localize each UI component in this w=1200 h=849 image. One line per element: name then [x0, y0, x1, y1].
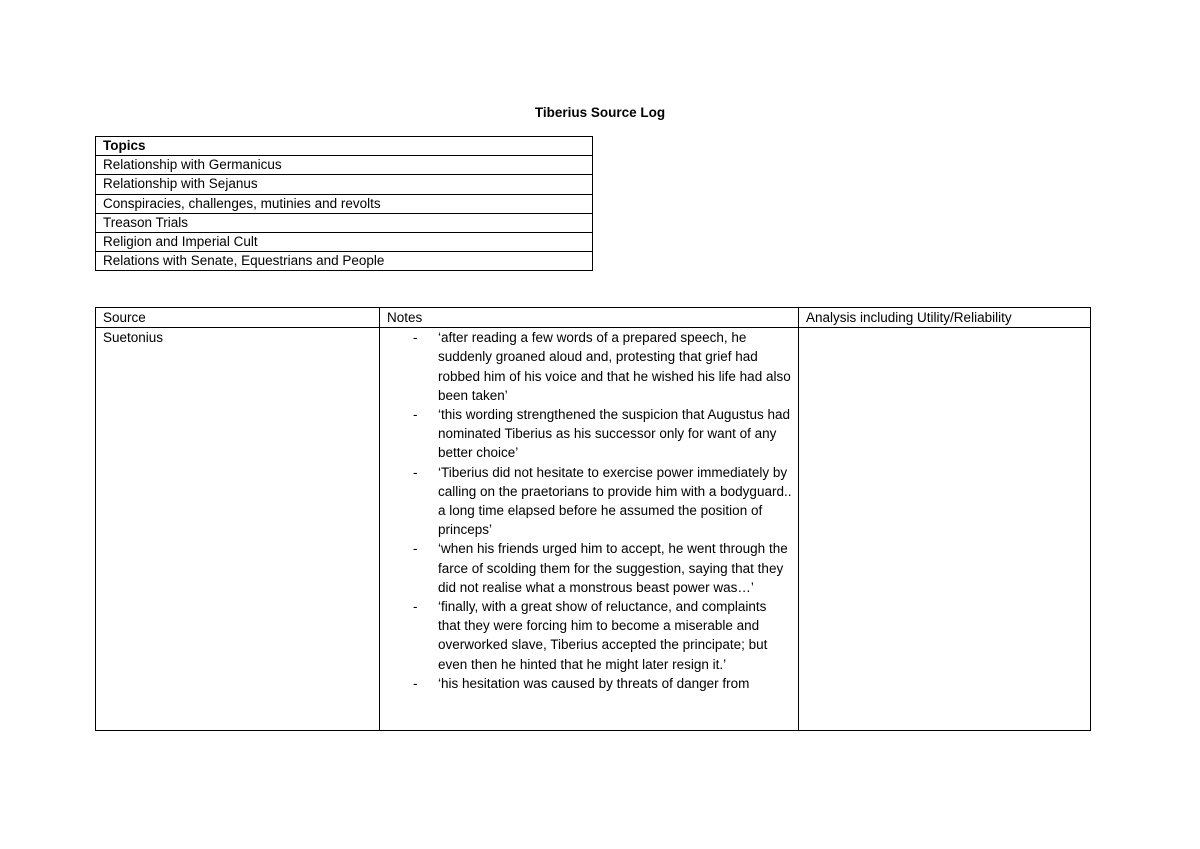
- topic-item: Relationship with Sejanus: [96, 175, 593, 194]
- quote-text: ‘Tiberius did not hesitate to exercise power immediately by calling on the praetorians to provide him with a bodyguard.. a long time elapsed before he assumed the position of princeps’: [438, 464, 792, 538]
- source-cell: Suetonius: [96, 328, 380, 731]
- table-row: [96, 328, 1091, 731]
- dash-bullet: -: [413, 464, 418, 480]
- quote-text: ‘when his friends urged him to accept, he went through the farce of scolding them for the suggestion, saying that they did not realise what a monstrous beast power was…’: [438, 541, 788, 595]
- notes-list: [380, 328, 798, 693]
- dash-bullet: -: [413, 541, 418, 557]
- source-column-header: Source: [96, 308, 380, 328]
- dash-bullet: -: [413, 330, 418, 346]
- topic-row: [96, 175, 593, 194]
- topic-item: Relationship with Germanicus: [96, 156, 593, 175]
- list-item: [380, 328, 798, 405]
- topic-item: Relations with Senate, Equestrians and People: [96, 252, 593, 271]
- list-item: [380, 539, 798, 597]
- source-log-table: [95, 307, 1091, 731]
- source-log-header-row: [96, 308, 1091, 328]
- dash-bullet: -: [413, 599, 418, 615]
- topic-item: Conspiracies, challenges, mutinies and revolts: [96, 194, 593, 213]
- topics-header-row: [96, 137, 593, 156]
- dash-bullet: -: [413, 407, 418, 423]
- quote-text: ‘this wording strengthened the suspicion that Augustus had nominated Tiberius as his successor only for want of any better choice’: [438, 407, 790, 461]
- topic-row: [96, 213, 593, 232]
- analysis-cell: [799, 328, 1091, 731]
- quote-text: ‘finally, with a great show of reluctance, and complaints that they were forcing him to become a miserable and overworked slave, Tiberius accepted the principate; but even then he hinted that he might later resign it.’: [438, 599, 768, 672]
- dash-bullet: -: [413, 675, 418, 691]
- topics-header: Topics: [96, 137, 593, 156]
- document-title: Tiberius Source Log: [534, 105, 666, 120]
- list-item: [380, 597, 798, 674]
- topic-item: Treason Trials: [96, 213, 593, 232]
- topic-row: [96, 252, 593, 271]
- list-item: [380, 405, 798, 463]
- topics-table: [95, 136, 593, 271]
- topic-item: Religion and Imperial Cult: [96, 232, 593, 251]
- topic-row: [96, 156, 593, 175]
- topic-row: [96, 232, 593, 251]
- list-item: [380, 674, 798, 693]
- quote-text: ‘after reading a few words of a prepared speech, he suddenly groaned aloud and, protesting that grief had robbed him of his voice and that he wished his life had also been taken’: [438, 330, 791, 403]
- notes-column-header: Notes: [380, 308, 799, 328]
- topic-row: [96, 194, 593, 213]
- analysis-column-header: Analysis including Utility/Reliability: [799, 308, 1091, 328]
- notes-cell: [380, 328, 799, 731]
- quote-text: ‘his hesitation was caused by threats of danger from: [438, 675, 750, 691]
- list-item: [380, 463, 798, 540]
